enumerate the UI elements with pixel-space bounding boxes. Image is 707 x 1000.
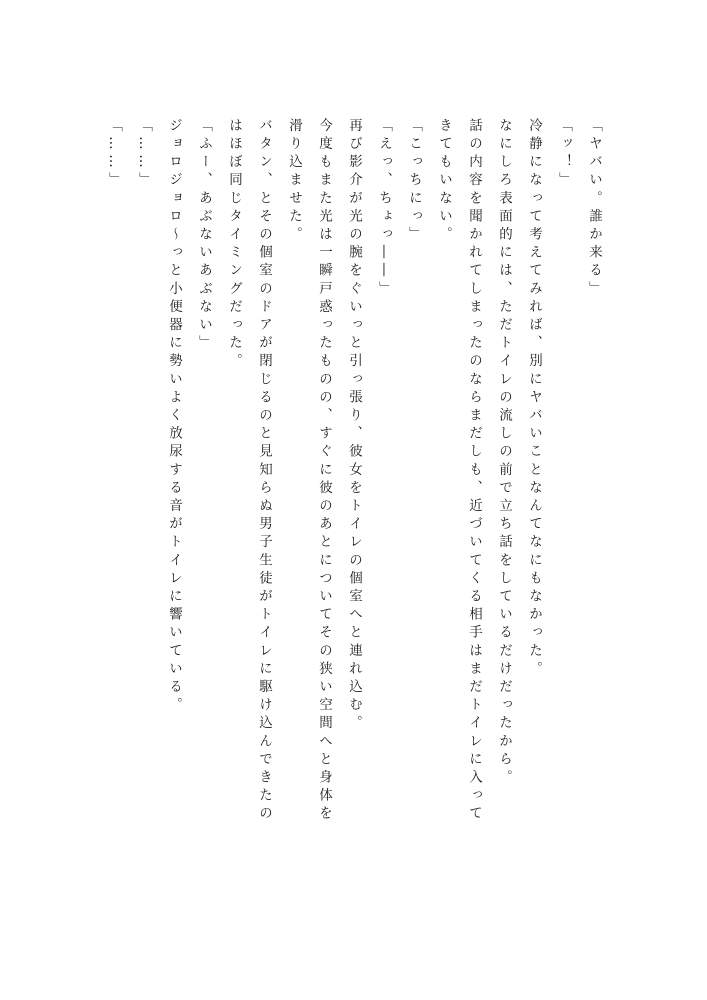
text-line: 滑り込ませた。 [286, 118, 302, 245]
text-line: バタン、とその個室のドアが閉じるのと見知らぬ男子生徒がトイレに駆け込んできたの [256, 118, 272, 824]
text-line: 「ふー、あぶないあぶない」 [196, 118, 212, 354]
text-line: 再び影介が光の腕をぐいっと引っ張り、彼女をトイレの個室へと連れ込む。 [346, 118, 362, 734]
text-line: 今度もまた光は一瞬戸惑ったものの、すぐに彼のあとについてその狭い空間へと身体を [316, 118, 332, 824]
text-line: 冷静になって考えてみれば、別にヤバいことなんてなにもなかった。 [526, 118, 542, 680]
text-line: ジョロジョロ～っと小便器に勢いよく放尿する音がトイレに響いている。 [166, 118, 182, 716]
text-line: はほぼ同じタイミングだった。 [226, 118, 242, 372]
text-line: 「ッ！」 [556, 118, 572, 191]
text-line: 「……」 [106, 118, 122, 191]
vertical-text-body [99, 118, 609, 898]
text-line: なにしろ表面的には、ただトイレの流しの前で立ち話をしているだけだったから。 [496, 118, 512, 788]
text-line: きてもいない。 [436, 118, 452, 245]
text-line: 「こっちにっ」 [406, 118, 422, 245]
text-line: 「ヤバい。誰か来る」 [586, 118, 602, 299]
text-line: 「……」 [136, 118, 152, 191]
text-line: 「えっ、ちょっ――」 [376, 118, 392, 299]
text-line: 話の内容を聞かれてしまったのならまだしも、近づいてくる相手はまだトイレに入って [466, 118, 482, 824]
